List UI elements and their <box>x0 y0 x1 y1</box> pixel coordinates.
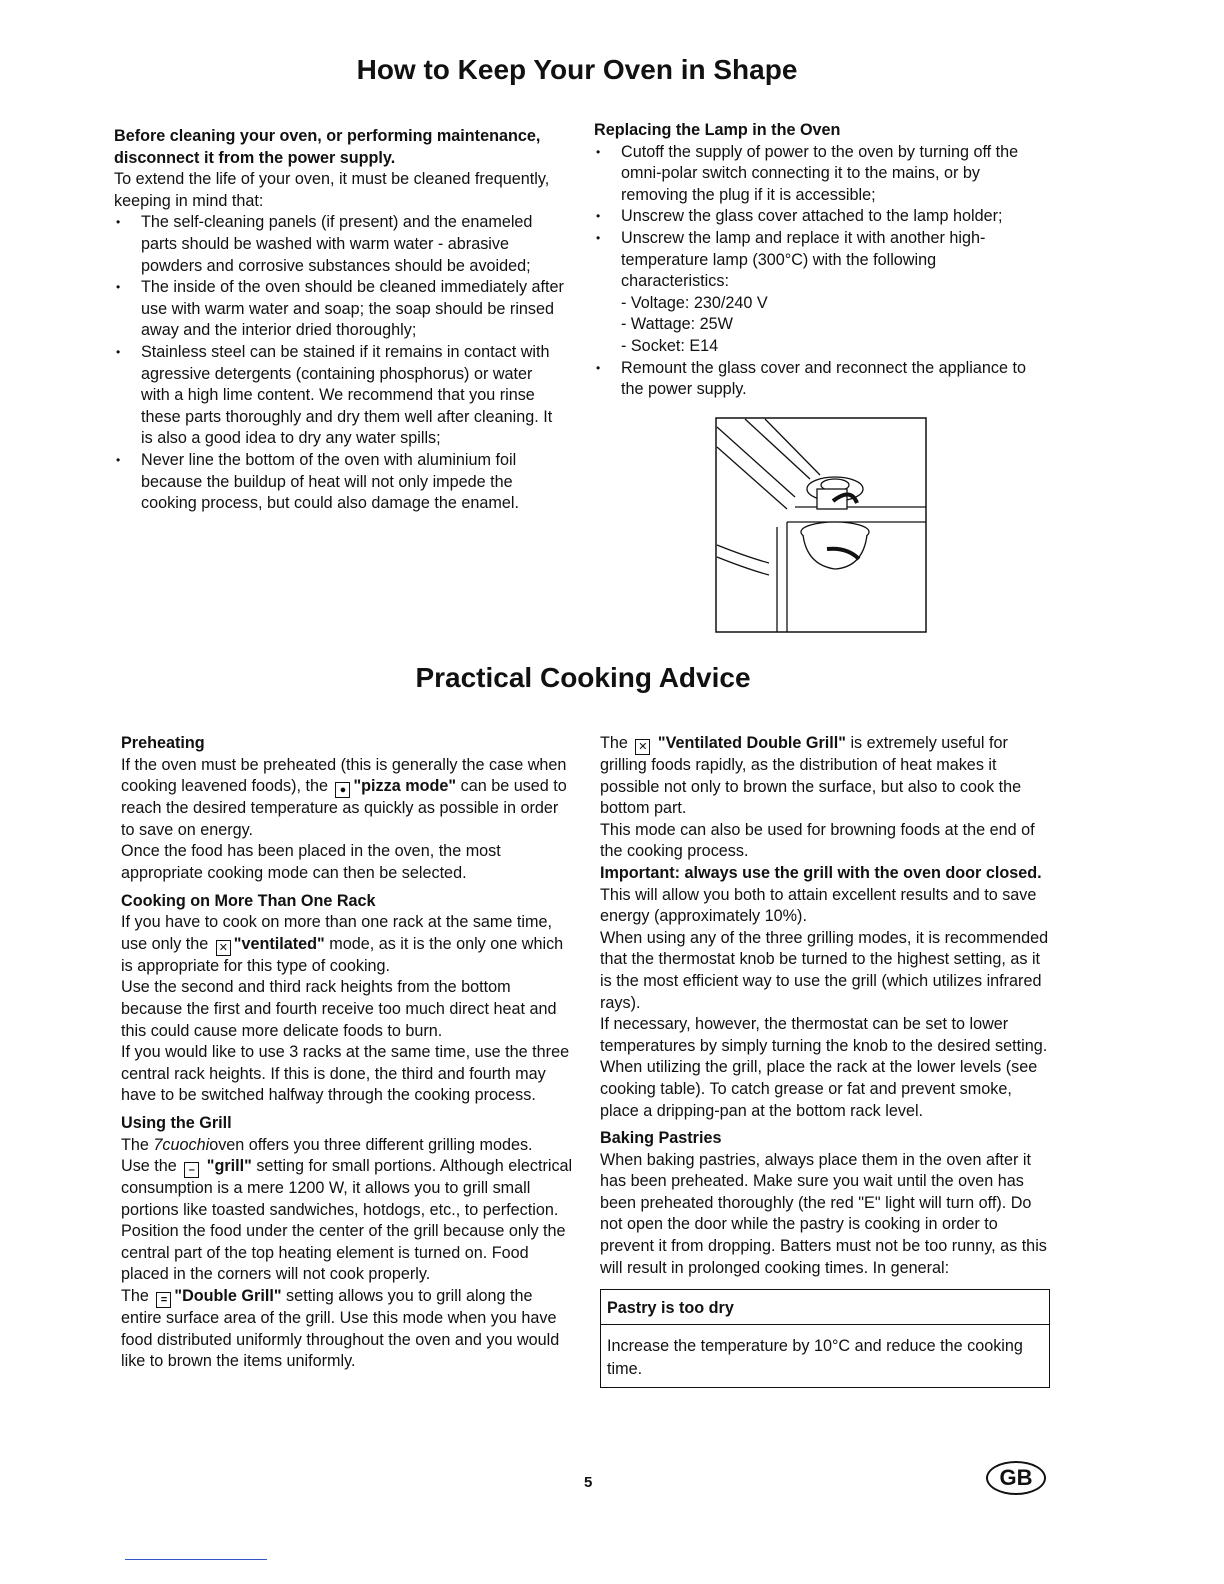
text: Use the <box>121 1157 177 1176</box>
advice-left-column <box>121 733 573 1373</box>
list-item: • Cutoff the supply of power to the oven by turning off the omni-polar switch connecting it to the mains, or by removing the plug if it is accessible; <box>594 142 1044 207</box>
vdg-paragraph <box>600 733 1050 820</box>
text: mode, as it is the only one which is appropriate for this type of cooking. <box>121 934 564 975</box>
list-item: • Unscrew the lamp and replace it with another high-temperature lamp (300°C) with the following characteristics: <box>594 228 1044 293</box>
spec-wattage: - Wattage: 25W <box>621 315 733 334</box>
page-title: How to Keep Your Oven in Shape <box>356 54 798 85</box>
tip-text: Increase the temperature by 10°C and reduce the cooking time. <box>607 1337 1023 1379</box>
grill-intro <box>121 1135 573 1157</box>
double-grill-paragraph <box>121 1286 573 1373</box>
grill-heading: Using the Grill <box>121 1113 232 1132</box>
advice-right-column <box>600 733 1050 1388</box>
grill-label: "grill" <box>206 1157 252 1176</box>
section-title: Practical Cooking Advice <box>415 662 751 693</box>
ventilated-icon: ✕ <box>216 940 231 956</box>
double-grill-label: "Double Grill" <box>174 1287 282 1306</box>
grill-position: Position the food under the center of the grill because only the central part of the top heating element is turned on. Food placed in the corners will not cook properly. <box>121 1222 566 1284</box>
power-warning: Before cleaning your oven, or performing maintenance, disconnect it from the power supply. <box>114 127 541 167</box>
preheating-paragraph <box>121 755 573 842</box>
text: If the oven must be preheated (this is generally the case when cooking leavened foods), the <box>121 755 567 796</box>
rack-heights: Use the second and third rack heights from the bottom because the first and fourth receive too much direct heat and this could cause more delicate foods to burn. <box>121 978 557 1040</box>
text: This will allow you both to attain excellent results and to save energy (approximately 10%). <box>600 885 1037 926</box>
vdg-label: "Ventilated Double Grill" <box>657 734 846 752</box>
lamp-illustration <box>715 417 927 633</box>
list-item: • Unscrew the glass cover attached to the lamp holder; <box>594 206 1044 228</box>
cleaning-intro: To extend the life of your oven, it must be cleaned frequently, keeping in mind that: <box>114 170 550 210</box>
text: is extremely useful for grilling foods rapidly, as the distribution of heat makes it possible not only to brown the surface, but also to cook the bottom part. <box>600 734 1022 818</box>
thermostat-paragraph: When using any of the three grilling modes, it is recommended that the thermostat knob be turned to the highest setting, as it is the most efficient way to use the grill (which utilizes infrared rays). <box>600 928 1049 1012</box>
text: If you have to cook on more than one rack at the same time, use only the <box>121 913 553 953</box>
thermostat-lower: If necessary, however, the thermostat can be set to lower temperatures by simply turning the knob to the desired setting. <box>600 1015 1048 1055</box>
lamp-steps <box>594 142 1044 293</box>
brand-name: 7cuochi <box>153 1135 210 1154</box>
text: setting for small portions. Although electrical consumption is a mere 1200 W, it allows you to grill small portions like toasted sandwiches, hotdogs, etc., to perfection. <box>121 1157 573 1219</box>
divider <box>125 1559 267 1560</box>
pizza-mode-label: "pizza mode" <box>353 777 457 796</box>
vdg-browning: This mode can also be used for browning foods at the end of the cooking process. <box>600 820 1035 861</box>
country-badge: GB <box>986 1461 1046 1495</box>
text: The <box>600 734 628 752</box>
list-item: • Remount the glass cover and reconnect the appliance to the power supply. <box>594 358 1044 401</box>
lamp-column <box>594 120 1044 401</box>
baking-heading: Baking Pastries <box>600 1129 722 1148</box>
list-item: • The self-cleaning panels (if present) and the enameled parts should be washed with warm water - abrasive powders and corrosive substances should be avoided; <box>114 212 564 277</box>
spec-voltage: - Voltage: 230/240 V <box>621 293 768 312</box>
preheating-followup: Once the food has been placed in the oven, the most appropriate cooking mode can then be selected. <box>121 842 501 882</box>
rack-paragraph <box>121 912 573 977</box>
page-number: 5 <box>584 1474 593 1491</box>
text: The <box>121 1287 149 1306</box>
rack-level-paragraph: When utilizing the grill, place the rack at the lower levels (see cooking table). To catch grease or fat and prevent smoke, place a dripping-pan at the bottom rack level. <box>600 1058 1038 1120</box>
text: can be used to reach the desired temperature as quickly as possible in order to save on energy. <box>121 777 567 839</box>
important-note <box>600 863 1050 928</box>
lamp-specs <box>594 293 1044 358</box>
rack-heading: Cooking on More Than One Rack <box>121 891 376 910</box>
baking-paragraph: When baking pastries, always place them in the oven after it has been preheated. Make sure you wait until the oven has been preheated thoroughly (the red "E" light will turn off). Do not open the door while the pastry is cooking in order to prevent it from dropping. Batters must not be too runny, as this will result in prolonged cooking times. In general: <box>600 1150 1047 1277</box>
tip-title: Pastry is too dry <box>601 1290 1049 1325</box>
cleaning-list <box>114 212 564 514</box>
rack-three: If you would like to use 3 racks at the same time, use the three central rack heights. If this is done, the third and fourth may have to be switched halfway through the cooking process. <box>121 1043 570 1105</box>
list-item: • Stainless steel can be stained if it remains in contact with agressive detergents (containing phosphorus) or water with a high lime content. We recommend that you rinse these parts thoroughly and dry them well after cleaning. It is also a good idea to dry any water spills; <box>114 342 564 450</box>
ventilated-label: "ventilated" <box>233 934 325 953</box>
important-label: Important: always use the grill with the oven door closed. <box>600 863 1042 882</box>
ventilated-double-grill-icon: ✕ <box>635 739 650 755</box>
lamp-heading: Replacing the Lamp in the Oven <box>594 121 841 139</box>
text: The <box>121 1135 149 1154</box>
list-item: • The inside of the oven should be cleaned immediately after use with warm water and soap; the soap should be rinsed away and the interior dried thoroughly; <box>114 277 564 342</box>
text: oven offers you three different grilling modes. <box>209 1135 533 1154</box>
grill-paragraph <box>121 1156 573 1221</box>
pastry-tip-box <box>600 1289 1050 1388</box>
preheating-heading: Preheating <box>121 734 205 752</box>
grill-icon: – <box>184 1162 199 1178</box>
cleaning-column <box>114 126 564 515</box>
text: setting allows you to grill along the entire surface area of the grill. Use this mode when you have food distributed uniformly throughout the oven and you would like to brown the items uniformly. <box>121 1287 560 1371</box>
double-grill-icon: = <box>156 1292 171 1308</box>
list-item: • Never line the bottom of the oven with aluminium foil because the buildup of heat will not only impede the cooking process, but could also damage the enamel. <box>114 450 564 515</box>
spec-socket: - Socket: E14 <box>621 336 719 355</box>
lamp-steps-end <box>594 358 1044 401</box>
pizza-mode-icon: ● <box>335 782 350 798</box>
